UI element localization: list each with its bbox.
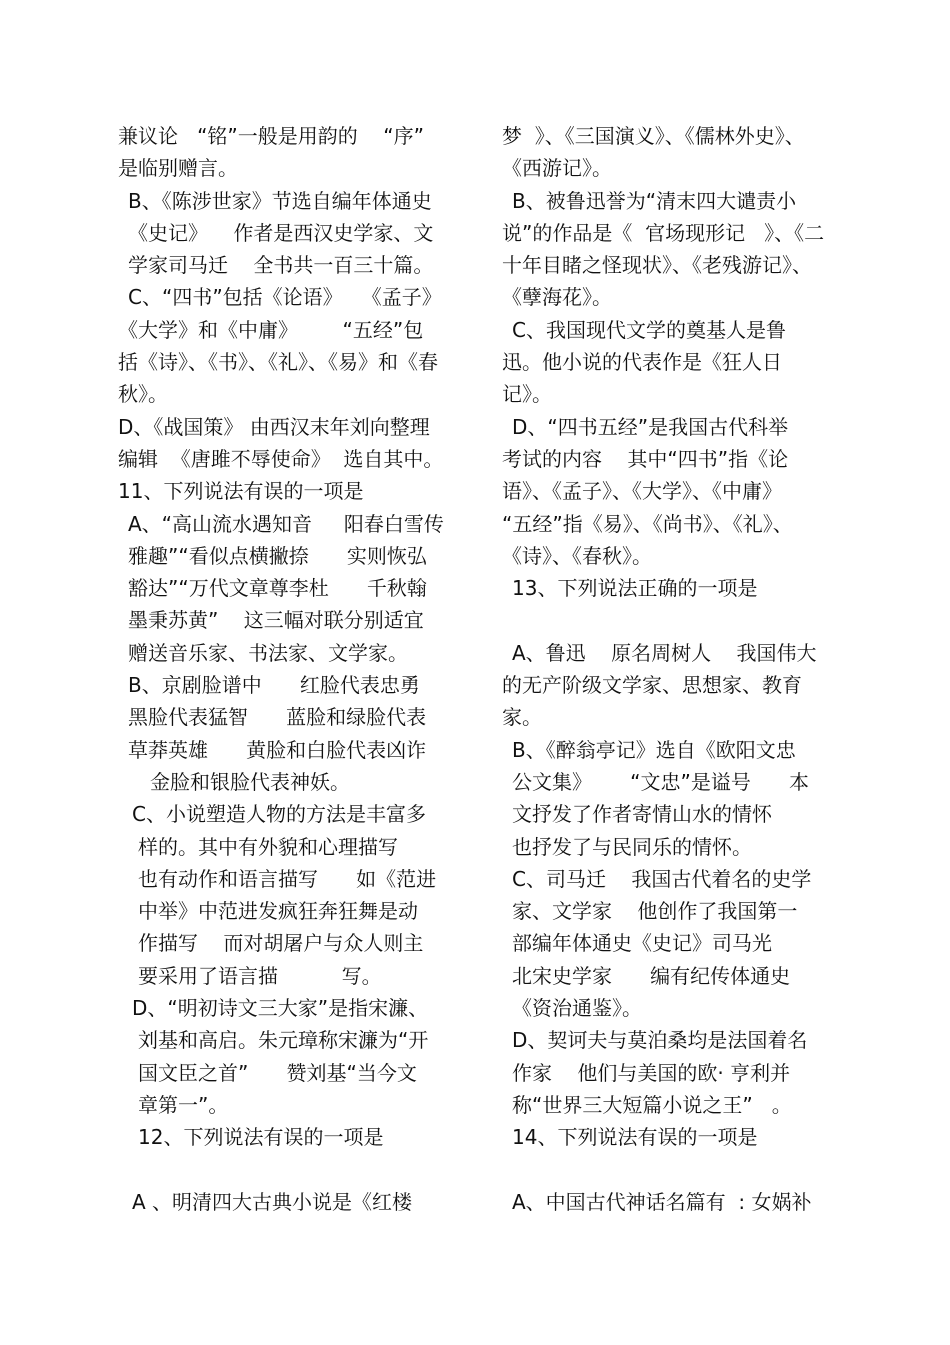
text-line: C、司马迁 我国古代着名的史学 [512,866,812,891]
text-line: 12、下列说法有误的一项是 [138,1125,384,1150]
text-line: C、“四书”包括《论语》 《孟子》 [128,285,442,310]
text-line: 作家 他们与美国的欧· 亨利并 [512,1060,791,1085]
text-line: 称“世界三大短篇小说之王” 。 [512,1092,792,1117]
text-line: 语》、《孟子》、《大学》、《中庸》 [502,479,782,504]
text-line: A、鲁迅 原名周树人 我国伟大 [512,640,817,665]
text-line: 的无产阶级文学家、思想家、教育 [502,673,802,698]
text-line: 也有动作和语言描写 如《范进 [138,866,437,891]
text-line: 是临别赠言。 [118,156,238,181]
text-line: C、小说塑造人物的方法是丰富多 [132,802,426,827]
text-line: 要采用了语言描 写。 [138,963,382,988]
text-line: 说”的作品是《 官场现形记 》、《二 [502,220,825,245]
text-line: 墨秉苏黄” 这三幅对联分别适宜 [128,608,424,633]
text-line: 秋》。 [118,382,168,407]
text-line: 梦 》、《三国演义》、《儒林外史》、 [502,124,805,148]
text-line: 雅趣”“看似点横撇捺 实则恢弘 [128,543,427,568]
text-line: 国文臣之首” 赞刘基“当今文 [138,1060,417,1085]
text-line: 《资治通鉴》。 [512,996,642,1021]
text-line: C、我国现代文学的奠基人是鲁 [512,317,786,342]
text-line: 《孽海花》。 [502,285,612,310]
text-line: 记》。 [502,382,552,407]
text-line: 北宋史学家 编有纪传体通史 [512,963,791,988]
text-line: 样的。其中有外貌和心理描写 [138,834,398,859]
text-line: A 、明清四大古典小说是《红楼 [132,1189,413,1214]
text-line: 部编年体通史《史记》司马光 [512,931,772,956]
text-line: 家。 [502,705,542,730]
text-line: B、被鲁迅誉为“清末四大谴责小 [512,188,797,213]
text-line: A、“高山流水遇知音 阳春白雪传 [128,511,444,536]
text-line: 考试的内容 其中“四书”指《论 [502,446,789,471]
text-line: 黑脸代表猛智 蓝脸和绿脸代表 [128,705,427,730]
text-line: D、“明初诗文三大家”是指宋濂、 [132,996,429,1021]
text-line: 公文集》 “文忠”是谥号 本 [512,769,810,794]
text-line: B、《陈涉世家》节选自编年体通史 [128,188,432,213]
text-line: 中举》中范进发疯狂奔狂舞是动 [138,899,418,924]
text-line: 学家司马迁 全书共一百三十篇。 [128,253,434,278]
text-line: 也抒发了与民同乐的情怀。 [512,834,752,859]
right-text-column [502,120,847,1218]
text-line: D、“四书五经”是我国古代科举 [512,414,789,439]
text-line: 文抒发了作者寄情山水的情怀 [512,802,772,827]
text-line [118,1154,468,1186]
text-line: 草莽英雄 黄脸和白脸代表凶诈 [128,737,427,762]
text-line: 《西游记》。 [502,156,612,181]
text-line: 章第一”。 [138,1092,229,1117]
text-line: B、《醉翁亭记》选自《欧阳文忠 [512,737,796,762]
text-line: D、《战国策》 由西汉末年刘向整理 [118,414,430,439]
text-line: “五经”指《易》、《尚书》、《礼》、 [502,511,793,536]
text-line: 豁达”“万代文章尊李杜 千秋翰 [128,576,427,601]
text-line [502,1154,847,1186]
text-line: 《诗》、《春秋》。 [502,543,652,568]
text-line: 赠送音乐家、书法家、文学家。 [128,640,408,665]
text-line [502,604,847,636]
text-line: 14、下列说法有误的一项是 [512,1125,758,1150]
text-line: 编辑 《唐雎不辱使命》 选自其中。 [118,446,444,471]
text-line: 13、下列说法正确的一项是 [512,576,758,601]
text-line: B、京剧脸谱中 红脸代表忠勇 [128,673,420,698]
text-line: 十年目睹之怪现状》、《老残游记》、 [502,253,812,278]
text-line: 金脸和银脸代表神妖。 [150,769,350,794]
text-line: 括《诗》、《书》、《礼》、《易》和《春 [118,350,438,375]
text-line: 《大学》和《中庸》 “五经”包 [118,317,424,342]
left-text-column [118,120,468,1218]
text-line: 作描写 而对胡屠户与众人则主 [138,931,424,956]
text-line: 刘基和高启。朱元璋称宋濂为“开 [138,1028,429,1053]
text-line: 11、下列说法有误的一项是 [118,479,364,504]
text-line: 迅。他小说的代表作是《狂人日 [502,350,782,375]
text-line: 兼议论 “铭”一般是用韵的 “序” [118,124,424,148]
text-line: 家、文学家 他创作了我国第一 [512,899,798,924]
text-line: A、中国古代神话名篇有 : 女娲补 [512,1189,812,1214]
text-line: 《史记》 作者是西汉史学家、文 [128,220,434,245]
text-line: D、契诃夫与莫泊桑均是法国着名 [512,1028,808,1053]
